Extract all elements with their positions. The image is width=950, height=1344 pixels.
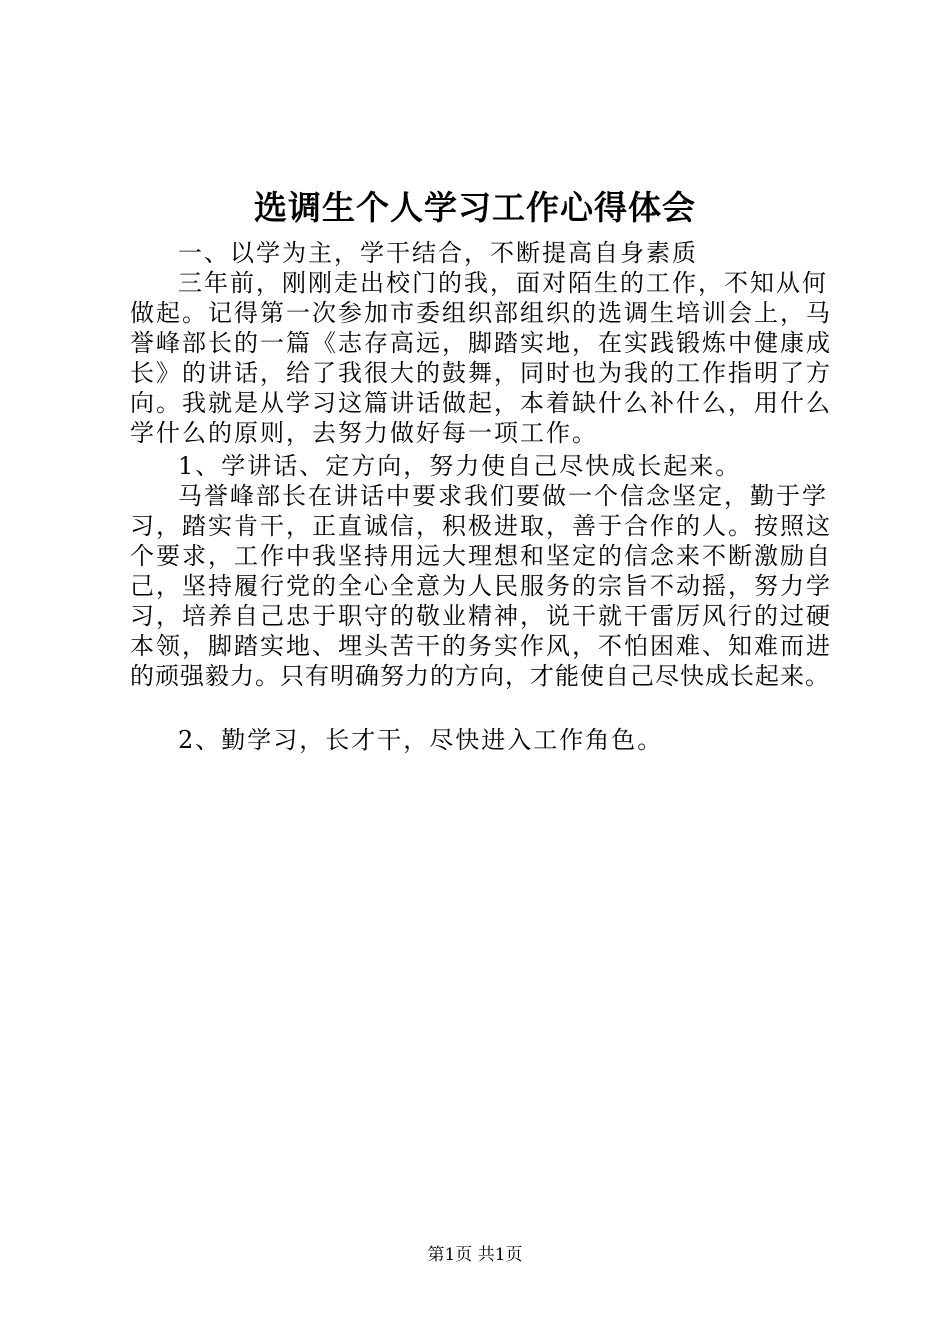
paragraph-line: 三年前，刚刚走出校门的我，面对陌生的工作，不知从何 [178,269,828,297]
paragraph-line: 的顽强毅力。只有明确努力的方向，才能使自己尽快成长起来。 [130,662,830,690]
document-title: 选调生个人学习工作心得体会 [254,188,696,227]
subsection-heading: 2、勤学习，长才干，尽快进入工作角色。 [178,726,664,754]
paragraph-line: 学什么的原则，去努力做好每一项工作。 [130,419,598,447]
page-footer: 第1页 共1页 [427,1245,523,1265]
section-heading: 一、以学为主，学干结合，不断提高自身素质 [178,239,698,267]
paragraph-line: 己，坚持履行党的全心全意为人民服务的宗旨不动摇，努力学 [130,572,832,600]
paragraph-line: 个要求，工作中我坚持用远大理想和坚定的信念来不断激励自 [130,542,832,570]
paragraph-line: 马誉峰部长在讲话中要求我们要做一个信念坚定，勤于学 [178,482,828,510]
paragraph-line: 做起。记得第一次参加市委组织部组织的选调生培训会上，马 [130,299,832,327]
paragraph-line: 长》的讲话，给了我很大的鼓舞，同时也为我的工作指明了方 [130,359,832,387]
paragraph-line: 向。我就是从学习这篇讲话做起，本着缺什么补什么，用什么 [130,389,832,417]
paragraph-line: 本领，脚踏实地、埋头苦干的务实作风，不怕困难、知难而进 [130,632,832,660]
paragraph-line: 习，踏实肯干，正直诚信，积极进取，善于合作的人。按照这 [130,512,832,540]
subsection-heading: 1、学讲话、定方向，努力使自己尽快成长起来。 [178,452,742,480]
paragraph-line: 誉峰部长的一篇《志存高远，脚踏实地，在实践锻炼中健康成 [130,329,832,357]
paragraph-line: 习，培养自己忠于职守的敬业精神，说干就干雷厉风行的过硬 [130,602,832,630]
